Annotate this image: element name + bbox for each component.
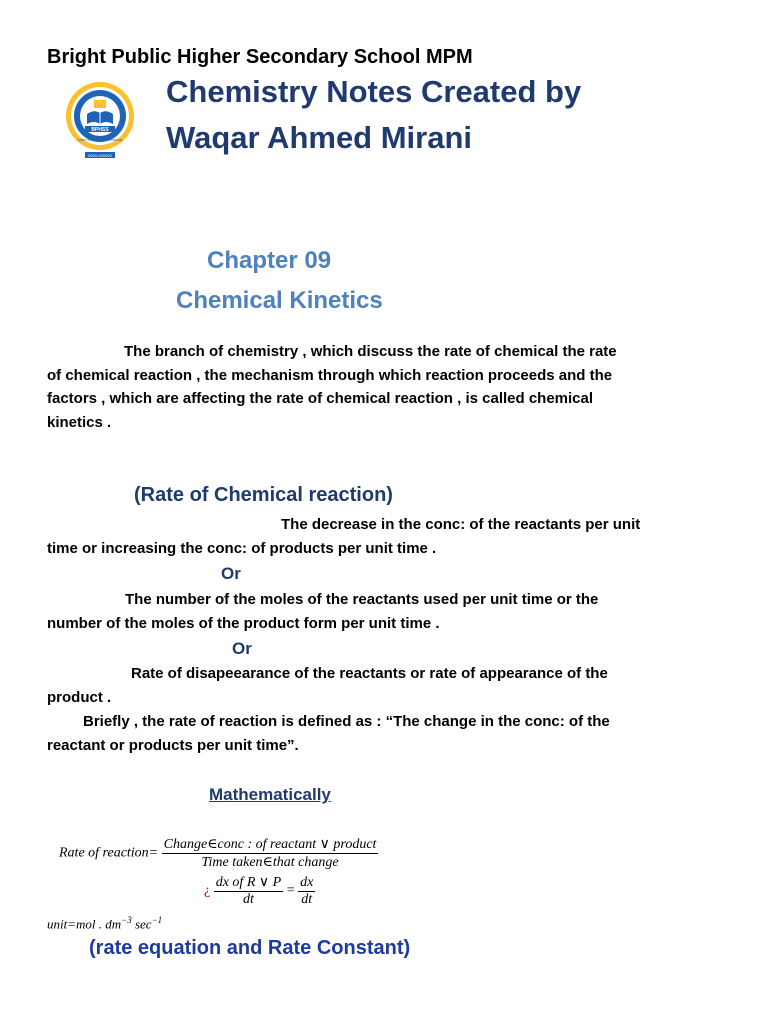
intro-line: factors , which are affecting the rate of chemical reaction , is called chemical — [47, 390, 594, 407]
mathematically-heading: Mathematically — [209, 785, 331, 804]
definition-line: product . — [47, 688, 112, 706]
rate-definition-3 — [47, 662, 727, 709]
rate-section-heading: (Rate of Chemical reaction) — [134, 484, 393, 506]
rate-formula — [59, 836, 378, 871]
open-book-logo-icon — [47, 78, 153, 160]
svg-text:0000-000000: 0000-000000 — [88, 153, 112, 158]
fraction-numerator: dx — [300, 874, 314, 890]
fraction-denominator: Time taken∈that change — [201, 855, 339, 870]
inverted-question-mark: ¿ — [204, 883, 211, 899]
unit-mid: sec — [131, 916, 152, 932]
formula-fraction — [162, 836, 379, 871]
fraction-denominator: dt — [301, 891, 313, 907]
definition-line: number of the moles of the product form per unit time . — [47, 614, 440, 632]
fraction-denominator: dt — [243, 892, 254, 907]
chapter-number: Chapter 09 — [207, 247, 332, 274]
rate-equation-heading: (rate equation and Rate Constant) — [89, 937, 411, 959]
definition-line: The number of the moles of the reactants used per unit time or the — [125, 591, 599, 608]
formula-lhs: Rate of reaction= — [59, 845, 159, 861]
definition-line: Briefly , the rate of reaction is defined as : “The change in the conc: of the — [83, 713, 610, 730]
unit-exponent: −3 — [121, 915, 132, 925]
equals-sign: = — [286, 883, 295, 899]
svg-text:Learn today - Lead tomorrow: Learn today - Lead tomorrow — [77, 138, 123, 142]
intro-line: of chemical reaction , the mechanism through which reaction proceeds and the — [47, 366, 613, 384]
chapter-name: Chemical Kinetics — [176, 287, 383, 314]
intro-paragraph — [47, 340, 727, 434]
brief-definition — [47, 710, 727, 757]
unit-prefix: unit=mol . dm — [47, 916, 122, 932]
rate-definition-2 — [47, 588, 727, 635]
rate-definition-1 — [47, 513, 727, 560]
or-separator: Or — [232, 639, 252, 658]
definition-line: The decrease in the conc: of the reactants per unit — [281, 516, 641, 533]
intro-line: The branch of chemistry , which discuss the rate of chemical the rate — [124, 343, 617, 360]
definition-line: time or increasing the conc: of products per unit time . — [47, 539, 437, 557]
fraction-numerator: dx of R ∨ P — [215, 875, 282, 890]
formula-fraction — [214, 874, 283, 908]
svg-text:BPHSS: BPHSS — [91, 127, 109, 133]
fraction-numerator: Change∈conc : of reactant ∨ product — [163, 837, 377, 852]
unit-formula — [47, 915, 162, 932]
school-logo — [47, 78, 153, 160]
definition-line: Rate of disapeearance of the reactants or rate of appearance of the — [131, 665, 608, 682]
definition-line: reactant or products per unit time”. — [47, 736, 299, 754]
school-name: Bright Public Higher Secondary School MPM — [47, 46, 473, 68]
formula-fraction — [298, 875, 315, 908]
derivative-formula — [204, 874, 315, 908]
notes-title-line1: Chemistry Notes Created by — [166, 74, 582, 109]
intro-line: kinetics . — [47, 413, 112, 431]
or-separator: Or — [221, 564, 241, 583]
unit-exponent: −1 — [151, 915, 163, 925]
notes-title-line2: Waqar Ahmed Mirani — [166, 120, 473, 155]
